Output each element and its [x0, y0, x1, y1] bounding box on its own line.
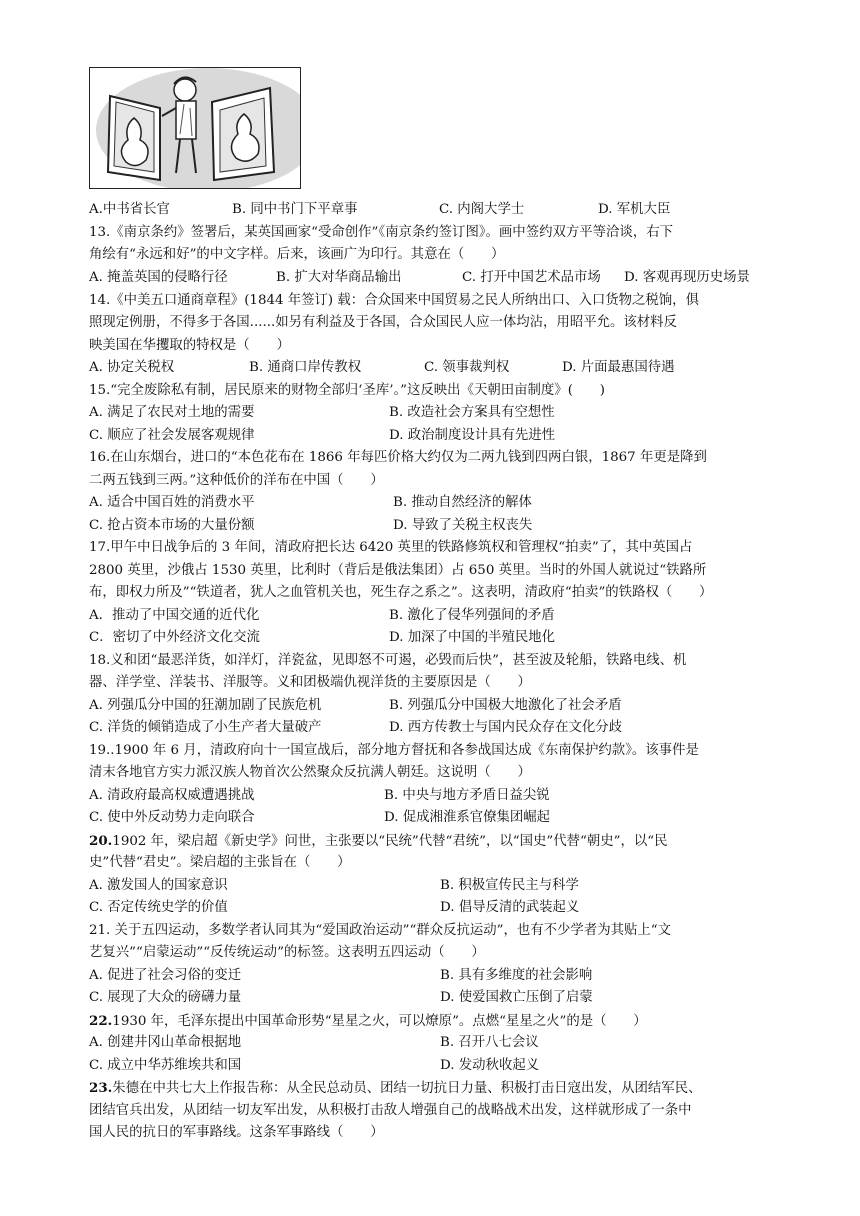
q19-option-c: C. 使中外反动势力走向联合: [89, 810, 255, 825]
q16-stem-line: 二两五钱到三两。”这种低价的洋布在中国（ ）: [89, 473, 384, 488]
q14-stem-line: 照现定例册，不得多于各国......如另有利益及于各国，合众国民人应一体均沾，用昭平允。该材料反: [89, 315, 677, 330]
q17-stem-line: 2800 英里，沙俄占 1530 英里，比利时（背后是俄法集团）占 650 英里。当时的外国人就说过“铁路所: [89, 563, 707, 578]
painter-illustration: [90, 68, 300, 188]
q20-stem-text: 1902 年，梁启超《新史学》问世，主张要以“民统”代替“君统”，以“国史”代替“朝史”，以“民: [112, 834, 668, 849]
question-illustration: [89, 67, 301, 189]
q18-stem-line: 18.义和团“最恶洋货，如洋灯，洋瓷盆，见即怒不可遏，必毁而后快”，甚至波及轮船，铁路电线、机: [89, 653, 687, 668]
q22-number: 22.: [89, 1013, 113, 1029]
q22-option-c: C. 成立中华苏维埃共和国: [89, 1058, 242, 1073]
q12-option-b: B. 同中书门下平章事: [232, 202, 358, 217]
q13-stem-line: 13.《南京条约》签署后，某英国画家“受命创作”《南京条约签订图》。画中签约双方平等洽谈，右下: [89, 225, 673, 240]
q15-option-b: B. 改造社会方案具有空想性: [389, 405, 555, 420]
q23-stem-line: 团结官兵出发，从团结一切友军出发，从积极打击敌人增强自己的战略战术出发，这样就形成了一条中: [89, 1103, 692, 1118]
q16-option-a: A. 适合中国百姓的消费水平: [89, 495, 255, 510]
q14-option-a: A. 协定关税权: [89, 360, 175, 375]
q22-stem-line: [89, 1012, 647, 1031]
q12-option-c: C. 内阁大学士: [439, 202, 525, 217]
q13-stem-line: 角绘有“永远和好”的中文字样。后来，该画广为印行。其意在（ ）: [89, 247, 505, 262]
q21-stem-line: 21. 关于五四运动，多数学者认同其为“爱国政治运动”“群众反抗运动”，也有不少学者为其贴上“文: [89, 923, 672, 938]
q23-stem-text: 朱德在中共七大上作报告称：从全民总动员、团结一切抗日力量、积极打击日寇出发，从团结军民、: [112, 1081, 702, 1096]
q13-option-d: D. 客观再现历史场景: [624, 270, 750, 285]
q18-option-a: A. 列强瓜分中国的狂潮加剧了民族危机: [89, 698, 322, 713]
q22-stem-text: 1930 年，毛泽东提出中国革命形势“星星之火，可以燎原”。点燃“星星之火”的是（ ）: [112, 1014, 647, 1029]
q14-stem-line: 14.《中美五口通商章程》(1844 年签订) 载：合众国来中国贸易之民人所纳出口、入口货物之税饷，俱: [89, 293, 699, 308]
q18-option-b: B. 列强瓜分中国极大地激化了社会矛盾: [389, 698, 622, 713]
q18-option-c: C. 洋货的倾销造成了小生产者大量破产: [89, 720, 322, 735]
q19-option-a: A. 清政府最高权威遭遇挑战: [89, 788, 255, 803]
q21-stem-line: 艺复兴”“启蒙运动”“反传统运动”的标签。这表明五四运动（ ）: [89, 945, 485, 960]
q23-stem-line: 国人民的抗日的军事路线。这条军事路线（ ）: [89, 1125, 384, 1140]
q21-option-c: C. 展现了大众的磅礴力量: [89, 990, 242, 1005]
q18-stem-line: 器、洋学堂、洋装书、洋服等。义和团极端仇视洋货的主要原因是（ ）: [89, 675, 531, 690]
q17-option-b: B. 激化了侵华列强间的矛盾: [389, 608, 555, 623]
q19-option-d: D. 促成湘淮系官僚集团崛起: [384, 810, 551, 825]
q12-option-a: A.中书省长官: [89, 202, 170, 217]
q19-option-b: B. 中央与地方矛盾日益尖锐: [384, 788, 550, 803]
q15-stem-line: 15.“完全废除私有制，居民原来的财物全部归‘圣库’。”这反映出《天朝田亩制度》( ): [89, 383, 605, 398]
q20-option-b: B. 积极宣传民主与科学: [440, 878, 579, 893]
q21-option-a: A. 促进了社会习俗的变迁: [89, 968, 242, 983]
q19-stem-line: 清末各地官方实力派汉族人物首次公然聚众反抗满人朝廷。这说明（ ）: [89, 765, 531, 780]
q17-stem-line: 布，即权力所及”“铁道者，犹人之血管机关也，死生存之系之”。这表明，清政府“拍卖”的铁路权（ ）: [89, 585, 713, 600]
q21-option-b: B. 具有多维度的社会影响: [440, 968, 593, 983]
q23-number: 23.: [89, 1080, 113, 1096]
q19-stem-line: 19..1900 年 6 月，清政府向十一国宣战后，部分地方督抚和各参战国达成《东南保护约款》。该事件是: [89, 743, 699, 758]
q16-option-c: C. 抢占资本市场的大量份额: [89, 518, 255, 533]
q15-option-a: A. 满足了农民对土地的需要: [89, 405, 255, 420]
q17-stem-line: 17.甲午中日战争后的 3 年间，清政府把长达 6420 英里的铁路修筑权和管理权“拍卖”了，其中英国占: [89, 540, 693, 555]
q15-option-c: C. 顺应了社会发展客观规律: [89, 428, 255, 443]
q13-option-c: C. 打开中国艺术品市场: [462, 270, 601, 285]
q16-option-d: D. 导致了关税主权丧失: [393, 518, 533, 533]
q22-option-d: D. 发动秋收起义: [440, 1058, 540, 1073]
q14-option-d: D. 片面最惠国待遇: [562, 360, 675, 375]
q17-option-c: C．密切了中外经济文化交流: [89, 630, 260, 645]
q20-stem-line: 史”代替“君史”。梁启超的主张旨在（ ）: [89, 855, 351, 870]
q14-stem-line: 映美国在华攫取的特权是（ ）: [89, 338, 290, 353]
q20-stem-line: [89, 832, 668, 851]
q13-option-b: B. 扩大对华商品输出: [276, 270, 402, 285]
q13-option-a: A. 掩盖英国的侵略行径: [89, 270, 228, 285]
q17-option-a: A．推动了中国交通的近代化: [89, 608, 260, 623]
q20-option-a: A. 激发国人的国家意识: [89, 878, 228, 893]
q16-option-b: B. 推动自然经济的解体: [393, 495, 532, 510]
q15-option-d: D. 政治制度设计具有先进性: [389, 428, 556, 443]
q20-option-d: D. 倡导反清的武装起义: [440, 900, 580, 915]
q16-stem-line: 16.在山东烟台，进口的“本色花布在 1866 年每匹价格大约仅为二两九钱到四两白银，1867 年更是降到: [89, 450, 707, 465]
q21-option-d: D. 使爱国救亡压倒了启蒙: [440, 990, 593, 1005]
q17-option-d: D. 加深了中国的半殖民地化: [389, 630, 556, 645]
q23-stem-line: [89, 1079, 701, 1098]
q12-option-d: D. 军机大臣: [598, 202, 671, 217]
q22-option-b: B. 召开八七会议: [440, 1035, 539, 1050]
q20-option-c: C. 否定传统史学的价值: [89, 900, 228, 915]
q18-option-d: D. 西方传教士与国内民众存在文化分歧: [389, 720, 623, 735]
q14-option-b: B. 通商口岸传教权: [249, 360, 362, 375]
q14-option-c: C. 领事裁判权: [424, 360, 510, 375]
q22-option-a: A. 创建井冈山革命根据地: [89, 1035, 242, 1050]
q20-number: 20.: [89, 833, 113, 849]
